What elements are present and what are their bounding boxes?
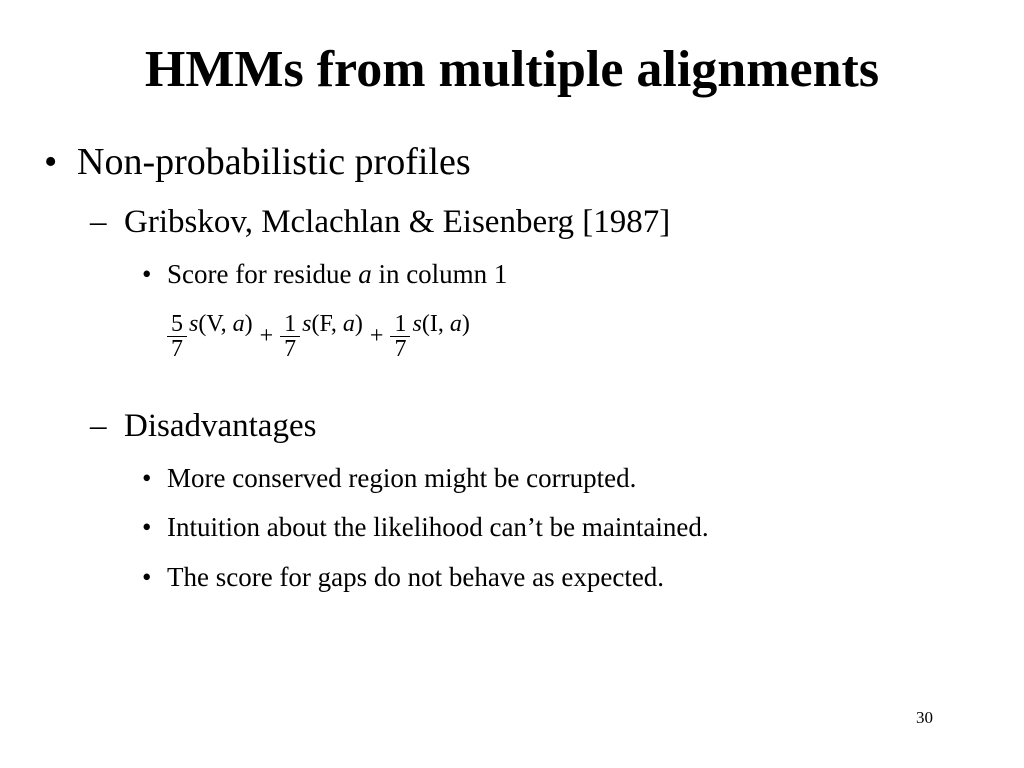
formula-term-i <box>390 311 469 361</box>
point-text: More conserved region might be corrupted. <box>167 463 637 493</box>
residue-symbol: I <box>429 311 438 337</box>
score-function: s <box>412 311 422 337</box>
denominator: 7 <box>167 336 187 361</box>
close-paren: ) <box>354 311 363 337</box>
open-paren: ( <box>198 311 207 337</box>
denominator: 7 <box>280 336 300 361</box>
fraction <box>167 312 187 361</box>
point-text: The score for gaps do not behave as expected. <box>167 562 665 592</box>
dash-marker: – <box>90 204 107 240</box>
score-function: s <box>189 311 199 337</box>
close-paren: ) <box>244 311 253 337</box>
point-variable: a <box>358 259 372 289</box>
point-prefix: Score for residue <box>167 259 359 289</box>
bullet-marker: • <box>142 259 152 289</box>
page-number: 30 <box>916 708 933 727</box>
bullet-marker: • <box>44 141 58 183</box>
score-function: s <box>302 311 312 337</box>
bullet-marker: • <box>142 463 152 493</box>
score-formula <box>167 311 470 361</box>
fraction <box>390 312 410 361</box>
fraction <box>280 312 300 361</box>
residue-symbol: V <box>206 311 221 337</box>
formula-term-v <box>167 311 253 361</box>
open-paren: ( <box>311 311 320 337</box>
sub-bullet-text: Gribskov, Mclachlan & Eisenberg [1987] <box>124 204 671 240</box>
numerator: 5 <box>171 311 183 337</box>
bullet-marker: • <box>142 562 152 592</box>
bullet-text: Non-probabilistic profiles <box>77 141 471 183</box>
point-suffix: in column 1 <box>371 259 508 289</box>
point-text <box>167 258 507 290</box>
plus-operator: + <box>259 322 274 349</box>
denominator: 7 <box>390 336 410 361</box>
numerator: 1 <box>394 311 407 337</box>
open-paren: ( <box>421 311 430 337</box>
point-text: Intuition about the likelihood can’t be maintained. <box>167 512 709 542</box>
bullet-marker: • <box>142 512 152 542</box>
separator: , <box>437 311 450 337</box>
close-paren: ) <box>461 311 470 337</box>
separator: , <box>220 311 233 337</box>
sub-bullet-text: Disadvantages <box>124 408 317 444</box>
slide-title: HMMs from multiple alignments <box>144 41 880 98</box>
residue-variable: a <box>449 311 462 337</box>
residue-symbol: F <box>319 311 331 337</box>
dash-marker: – <box>90 408 107 444</box>
formula-term-f <box>280 311 363 361</box>
plus-operator: + <box>369 322 384 349</box>
residue-variable: a <box>232 311 245 337</box>
separator: , <box>330 311 343 337</box>
residue-variable: a <box>342 311 355 337</box>
numerator: 1 <box>284 311 297 337</box>
